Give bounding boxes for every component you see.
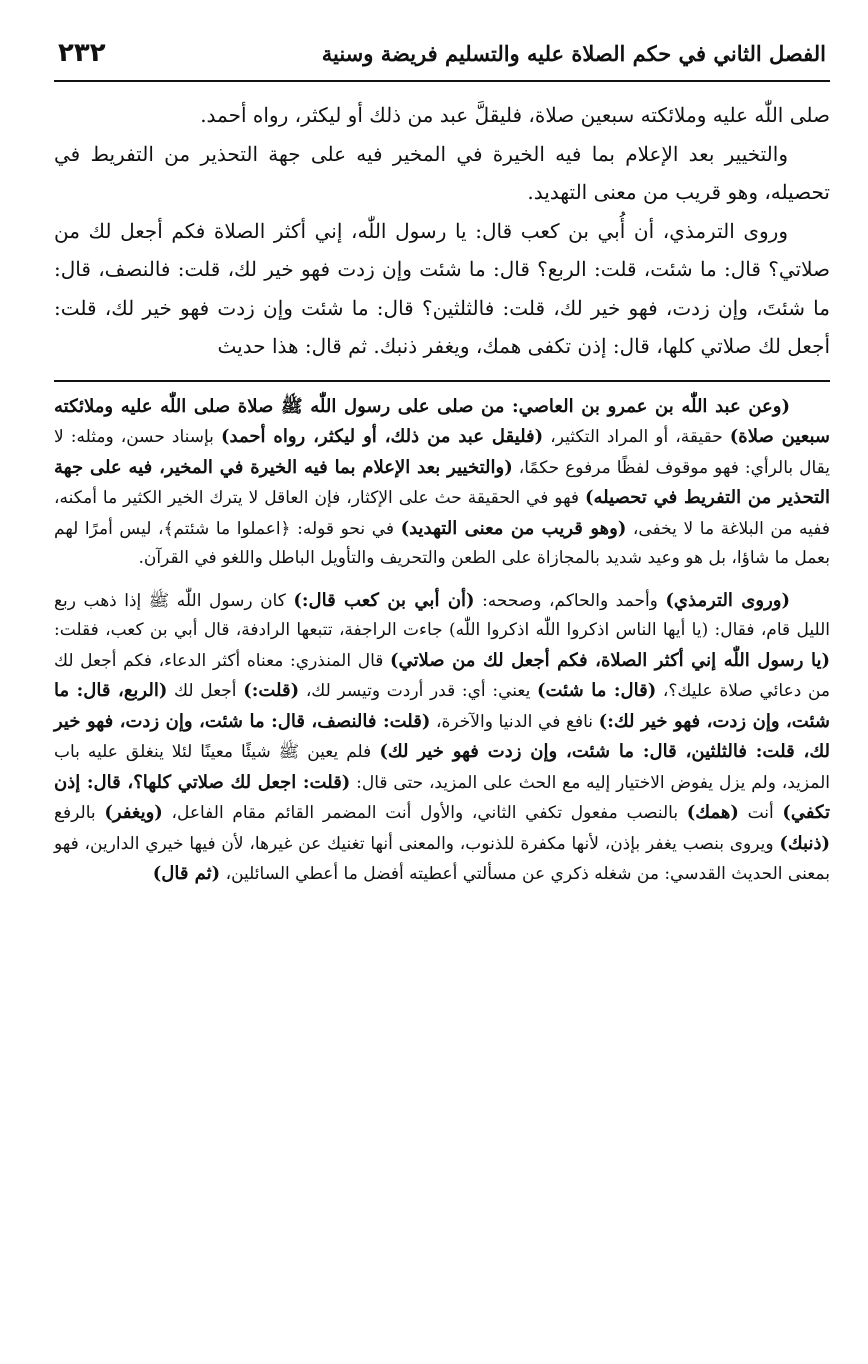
commentary-bold: (وهو قريب من معنى التهديد) (400, 517, 627, 539)
commentary-paragraph-1 (54, 392, 830, 574)
commentary-text: فهو في الحقيقة حث على الإكثار، فإن العاقل لا يترك الخير الكثير ما أمكنه، ففيه من البلاغة ما لا يخفى، (54, 488, 831, 539)
commentary-bold: (وروى الترمذي) (665, 589, 790, 611)
commentary-bold: (والتخيير بعد الإعلام بما فيه الخيرة في المخير، فيه على جهة التحذير من التفريط في تحصيله) (54, 456, 831, 508)
commentary-text: أجعل لك (167, 681, 244, 701)
commentary-bold: (قلت: فالنصف، قال: ما شئت، وإن زدت، فهو خير لك، قلت: فالثلثين، قال: ما شئت، وإن زدت فهو خير لك) (54, 710, 830, 762)
commentary-text: قال المنذري: معناه أكثر الدعاء، فكم أجعل لك من دعائي صلاة عليك؟، (54, 650, 831, 701)
commentary-bold: (ذنبك) (779, 832, 830, 854)
main-paragraph-3: وروى الترمذي، أن أُبي بن كعب قال: يا رسول اللّٰه، إني أكثر الصلاة فكم أجعل لك من صلاتي؟ قال: ما شئت، قلت: الربع؟ قال: ما شئت وإن زدت فهو خير لك، قلت: فالنصف، قال: ما شئتَ، وإن زدت، فهو خير لك، قلت: فالثلثين؟ قال: ما شئت وإن زدت فهو خير لك، قلت: أجعل لك صلاتي كلها، قال: إذن تكفى همك، ويغفر ذنبك. ثم قال: هذا حديث (54, 218, 830, 358)
commentary-text: كان رسول اللّٰه ﷺ إذا ذهب ربع الليل قام، فقال: (يا أيها الناس اذكروا اللّٰه اذكروا اللّٰه) جاءت الراجفة، تتبعها الرادفة، قال أبي بن كعب، فقلت: (54, 590, 830, 640)
commentary-paragraph-2 (54, 586, 830, 890)
commentary-text: بالنصب مفعول تكفي الثاني، والأول أنت المضمر القائم مقام الفاعل، (162, 803, 687, 823)
book-page (54, 38, 830, 890)
commentary-text: فلم يعين ﷺ شيئًا معينًا لئلا ينغلق عليه باب المزيد، ولم يزل يفوض الاختيار إليه مع الحث على المزيد، حتى قال: (54, 742, 830, 793)
main-paragraph-1: صلى اللّٰه عليه وملائكته سبعين صلاة، فليقلَّ عبد من ذلك أو ليكثر، رواه أحمد. (200, 103, 830, 127)
commentary-bold: (ثم قال) (152, 863, 221, 884)
commentary-text: بإسناد حسن، ومثله: لا يقال بالرأي: فهو موقوف لفظًا مرفوع حكمًا، (54, 427, 830, 478)
commentary-text: في نحو قوله: ﴿اعملوا ما شئتم﴾، ليس أمرًا لهم بعمل ما شاؤا، بل هو وعيد شديد بالمجازاة على الطعن والتحريف والتأويل الباطل واللغو في القرآن. (54, 518, 830, 568)
commentary-bold: (ويغفر) (104, 802, 163, 823)
page-header (54, 38, 830, 82)
commentary-text: نافع في الدنيا والآخرة، (430, 711, 599, 732)
commentary-bold: (فليقل عبد من ذلك، أو ليكثر، رواه أحمد) (220, 426, 544, 447)
commentary-text: ويروى بنصب يغفر بإذن، لأنها مكفرة للذنوب، والمعنى أنها تغنيك عن غيرها، لأن فيها خيري الدارين، فهو بمعنى الحديث القدسي: من شغله ذكري عن مسألتي أعطيته أفضل ما أعطي السائلين، (54, 833, 830, 884)
commentary-bold: (وعن عبد اللّٰه بن عمرو بن العاصي: من صلى على رسول اللّٰه ﷺ صلاة صلى اللّٰه عليه وملائكته سبعين صلاة) (54, 395, 830, 447)
commentary (54, 392, 830, 890)
footnote-divider (54, 380, 830, 382)
commentary-text: أنت (738, 803, 783, 823)
commentary-bold: (قلت: اجعل لك صلاتي كلها؟، قال: إذن تكفي) (54, 771, 830, 823)
commentary-bold: (الربع، قال: ما شئت، وإن زدت، فهو خير لك:) (54, 680, 830, 732)
commentary-text: يعني: أي: قدر أردت وتيسر لك، (299, 681, 537, 701)
commentary-bold: (قال: ما شئت) (536, 680, 657, 701)
page-number: ٢٣٢ (58, 38, 106, 68)
commentary-bold: (قلت:) (243, 680, 300, 701)
main-paragraph-2: والتخيير بعد الإعلام بما فيه الخيرة في المخير فيه على جهة التحذير من التفريط في تحصيله، وهو قريب من معنى التهديد. (54, 141, 830, 204)
main-text (54, 96, 830, 366)
commentary-text: وأحمد والحاكم، وصححه: (474, 590, 666, 611)
running-title: الفصل الثاني في حكم الصلاة عليه والتسليم فريضة وسنية (321, 41, 826, 66)
commentary-text: بالرفع (54, 803, 105, 823)
commentary-bold: (همك) (686, 802, 739, 823)
commentary-bold: (يا رسول اللّٰه إني أكثر الصلاة، فكم أجعل لك من صلاتي) (390, 649, 830, 671)
commentary-text: حقيقة، أو المراد التكثير، (543, 427, 730, 447)
commentary-bold: (أن أبي بن كعب قال:) (293, 589, 475, 611)
